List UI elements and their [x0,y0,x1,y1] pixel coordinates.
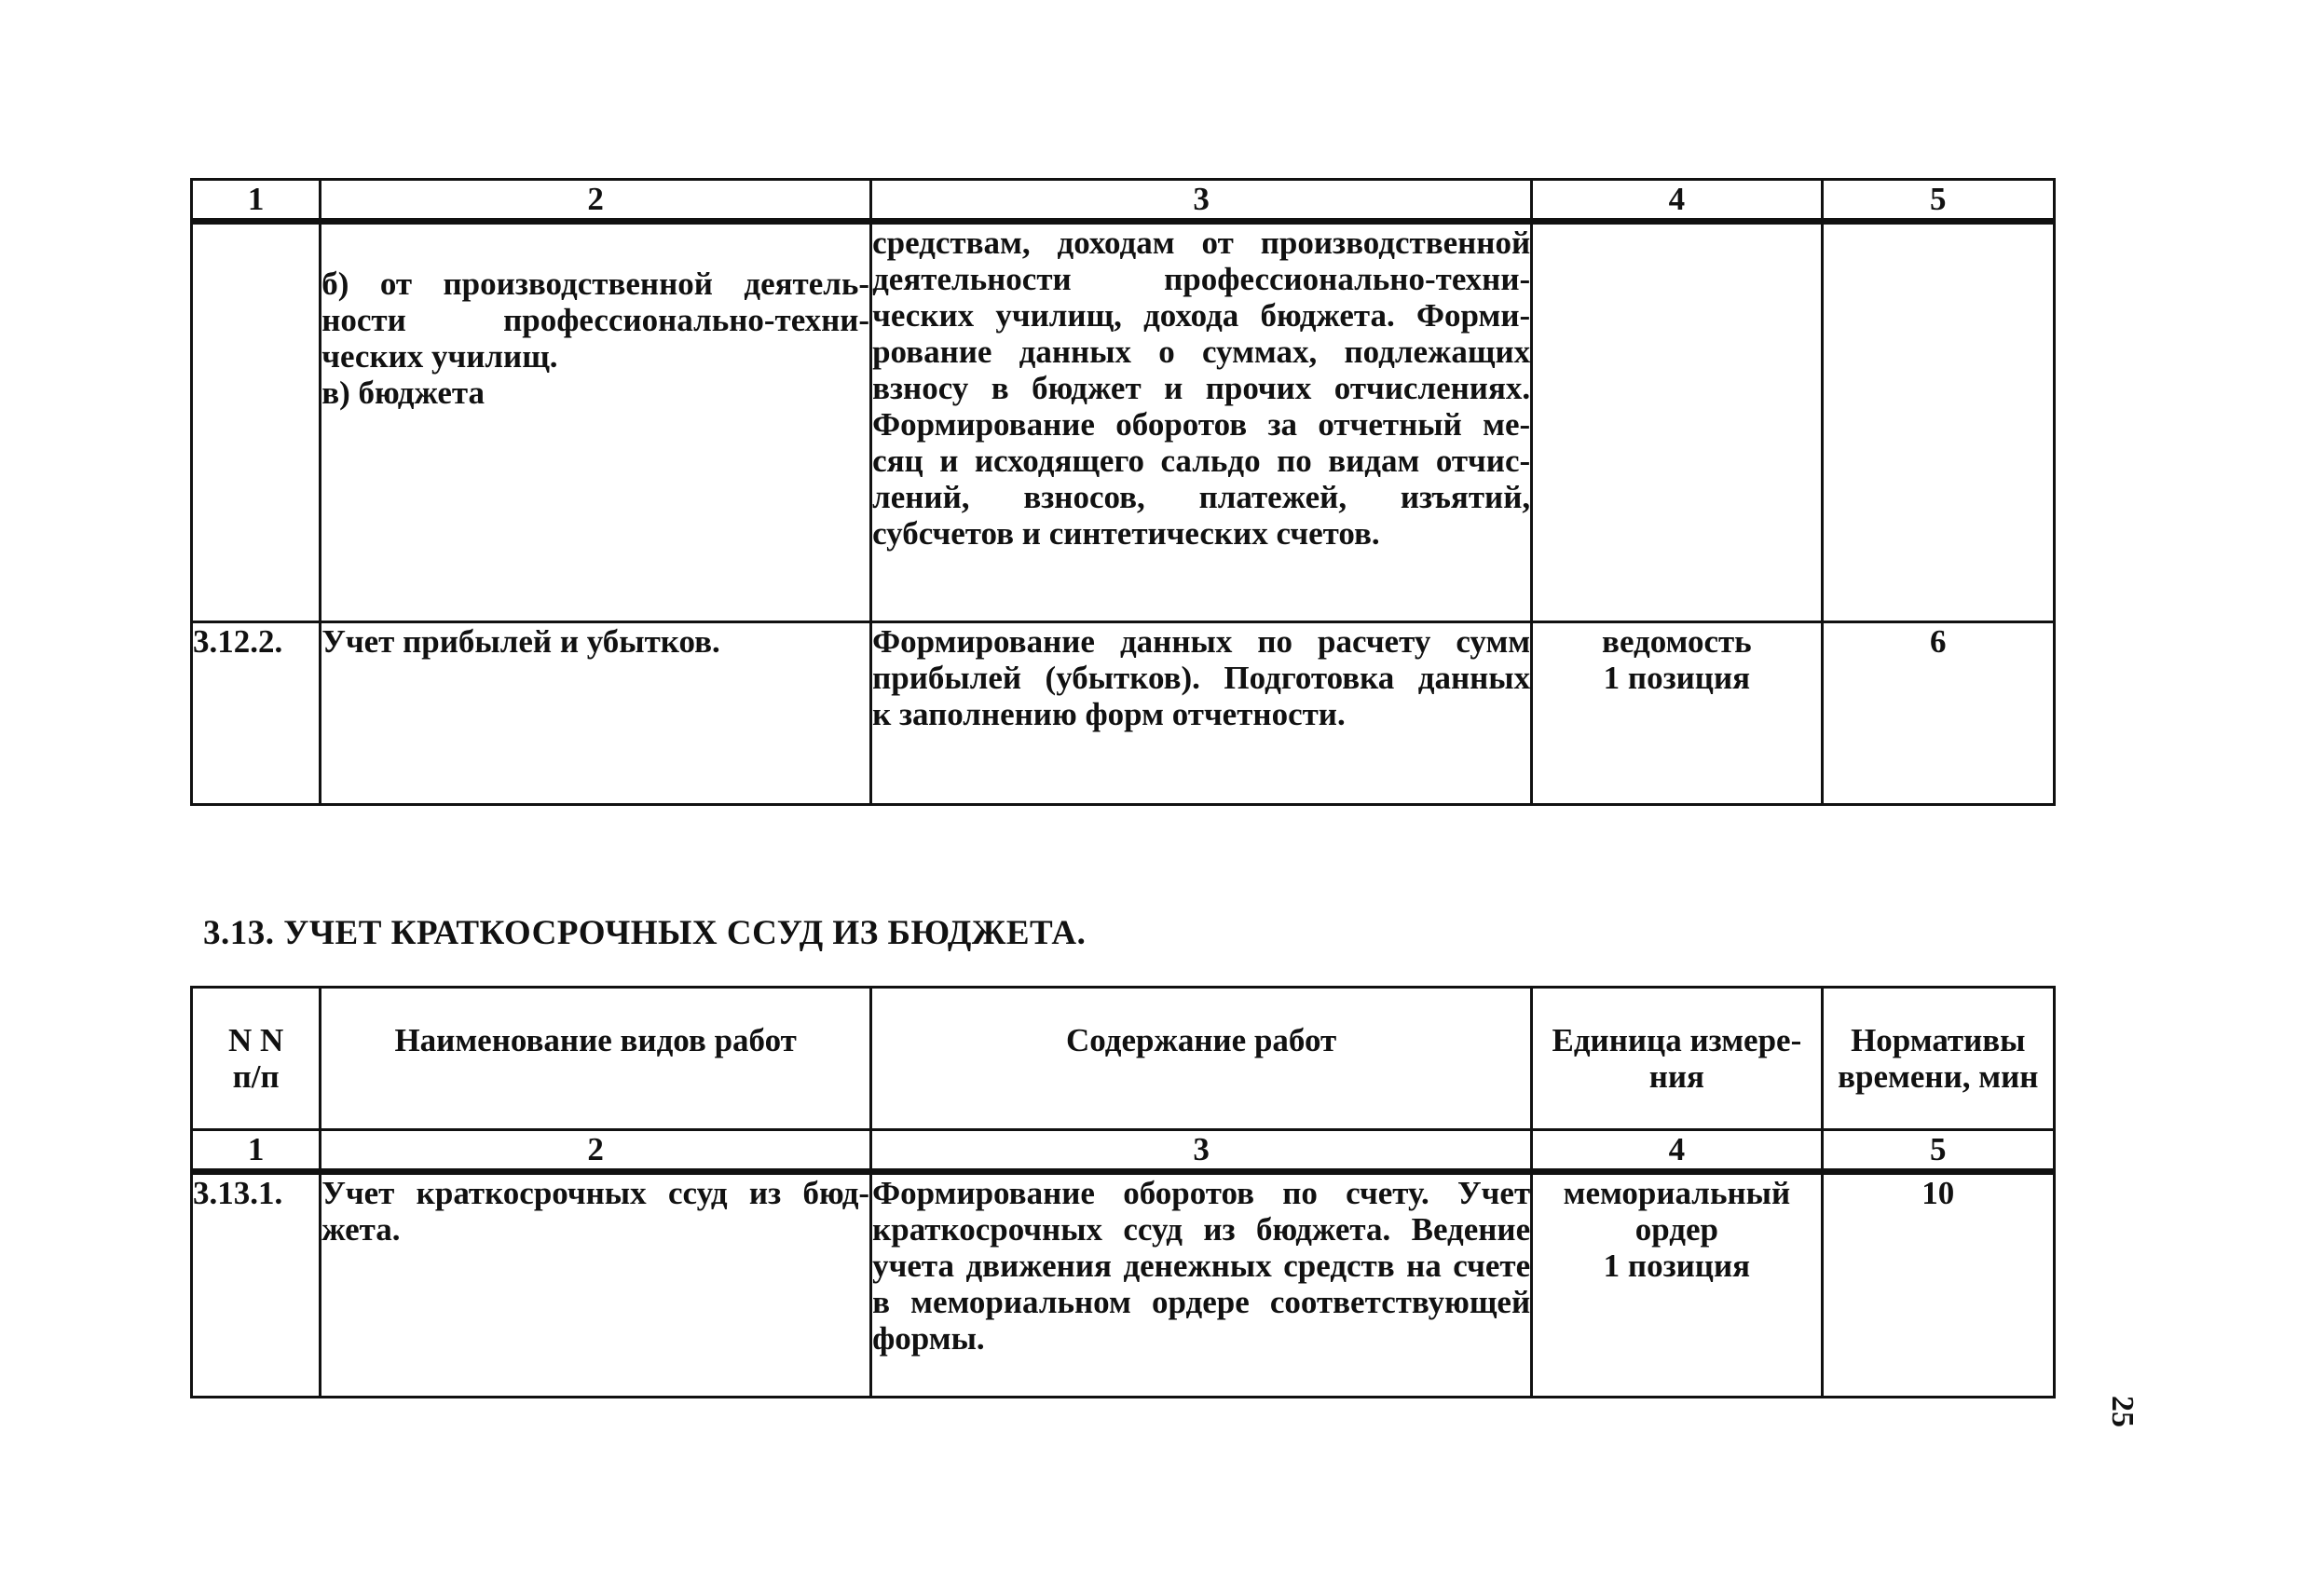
column-number: 3 [871,180,1532,222]
text-line: рование данных о суммах, подлежащих [872,334,1531,370]
row-norm: 10 [1822,1172,2054,1398]
text-line: ческих училищ. [321,338,558,375]
text-line: в) бюджета [321,375,485,411]
text-line: Формирование оборотов по счету. Учет [872,1175,1531,1211]
text-line: деятельности профессионально-техни- [872,261,1531,297]
table-short-term-loans [190,986,2056,1398]
column-number: 5 [1822,180,2054,222]
table-continuation [190,178,2056,806]
row-norm: 6 [1822,622,2054,805]
header-number [192,988,321,1130]
column-number-row [192,180,2055,222]
column-number: 1 [192,180,321,222]
header-text: N N [227,1022,284,1058]
row-code [192,222,321,622]
text-line: ордер [1634,1211,1718,1248]
text-line: учета движения денежных средств на счете [872,1248,1531,1284]
text-line: жета. [321,1211,401,1248]
row-content [871,622,1532,805]
row-unit [1532,1172,1822,1398]
header-row [192,988,2055,1130]
header-text: Нормативы [1851,1022,2026,1058]
text-line: краткосрочных ссуд из бюджета. Ведение [872,1211,1531,1248]
header-content [871,988,1532,1130]
row-name [321,1172,871,1398]
text-line: взносу в бюджет и прочих отчислениях. [872,370,1531,406]
column-number: 4 [1532,1130,1822,1172]
column-number: 3 [871,1130,1532,1172]
header-text: п/п [232,1058,280,1095]
row-name [321,622,871,805]
header-text: Единица измере- [1552,1022,1802,1058]
header-text: времени, мин [1838,1058,2039,1095]
column-number: 4 [1532,180,1822,222]
text-line: Формирование оборотов за отчетный ме- [872,406,1531,443]
header-unit [1532,988,1822,1130]
text-line: 1 позиция [1603,660,1751,696]
text-line: ческих училищ, дохода бюджета. Форми- [872,297,1531,334]
table-row [192,222,2055,622]
row-unit [1532,622,1822,805]
page-number: 25 [2105,1396,2140,1427]
header-norm [1822,988,2054,1130]
row-unit [1532,222,1822,622]
row-content [871,1172,1532,1398]
header-name [321,988,871,1130]
text-line: ности профессионально-техни- [321,302,870,338]
text-line: Учет краткосрочных ссуд из бюд- [321,1175,870,1211]
row-content [871,222,1532,622]
table-row [192,622,2055,805]
text-line: б) от производственной деятель- [321,266,870,302]
header-text: ния [1648,1058,1704,1095]
text-line: ведомость [1602,623,1752,660]
text-line: мемориальный [1563,1175,1791,1211]
column-number: 1 [192,1130,321,1172]
text-line: 1 позиция [1603,1248,1751,1284]
text-line: в мемориальном ордере соответствующей [872,1284,1531,1320]
row-name [321,222,871,622]
row-norm [1822,222,2054,622]
text-line: средствам, доходам от производственной [872,225,1531,261]
column-number: 2 [321,180,871,222]
column-number: 2 [321,1130,871,1172]
row-code: 3.13.1. [192,1172,321,1398]
header-text: Содержание работ [1066,1022,1337,1058]
text-line: прибылей (убытков). Подготовка данных [872,660,1531,696]
table-row [192,1172,2055,1398]
column-number-row [192,1130,2055,1172]
text-line: Формирование данных по расчету сумм [872,623,1531,660]
text-line: к заполнению форм отчетности. [872,696,1346,732]
section-title: 3.13. УЧЕТ КРАТКОСРОЧНЫХ ССУД ИЗ БЮДЖЕТА. [203,914,1087,952]
header-text: Наименование видов работ [394,1022,797,1058]
text-line: Учет прибылей и убытков. [321,623,720,660]
column-number: 5 [1822,1130,2054,1172]
row-code: 3.12.2. [192,622,321,805]
text-line: лений, взносов, платежей, изъятий, [872,479,1531,515]
text-line: сяц и исходящего сальдо по видам отчис- [872,443,1531,479]
text-line: субсчетов и синтетических счетов. [872,515,1380,552]
text-line: формы. [872,1320,985,1357]
